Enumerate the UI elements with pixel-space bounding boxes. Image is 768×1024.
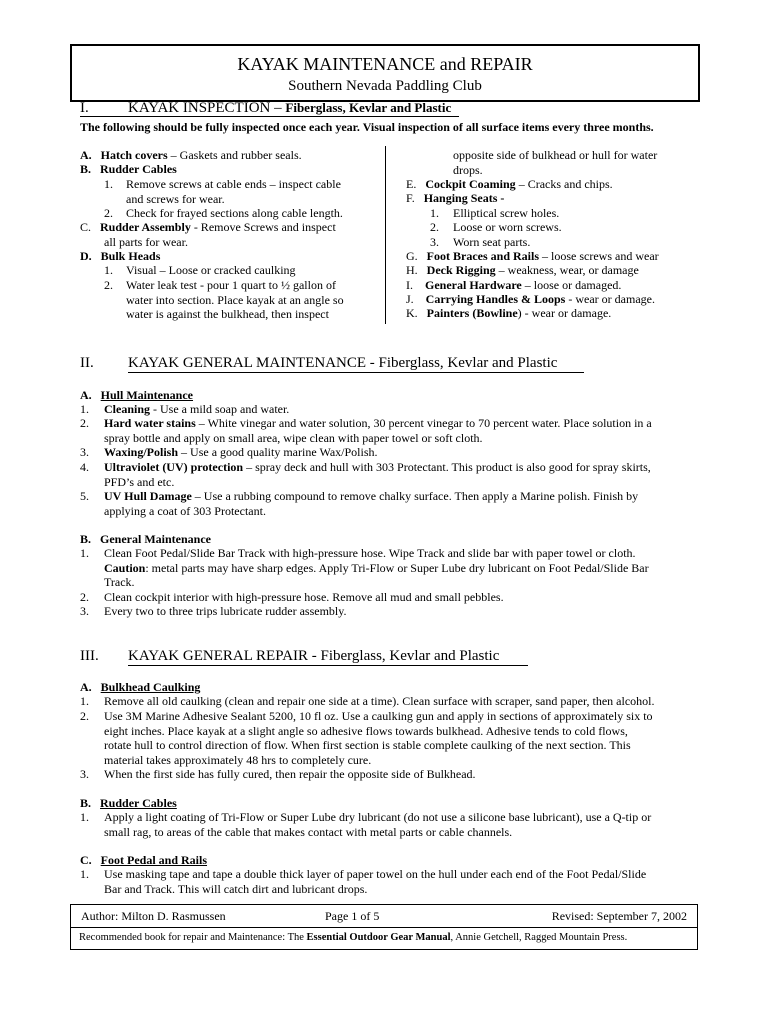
section-1-underline bbox=[80, 116, 459, 117]
gm-item-2: 2. Clean cockpit interior with high-pressure hose. Remove all mud and small pebbles. bbox=[80, 590, 504, 604]
section-title-main: KAYAK INSPECTION – bbox=[128, 100, 282, 116]
hull-item-uv-damage: 5. UV Hull Damage – Use a rubbing compound to remove chalky surface. Then apply a Marine polish. Finish by applying a coat of 303 Protectant. bbox=[80, 489, 639, 518]
section-1-intro: The following should be fully inspected once each year. Visual inspection of all surface items every three months. bbox=[80, 120, 654, 134]
footer-row bbox=[71, 905, 697, 928]
item-deck-rigging: H. Deck Rigging – weakness, wear, or damage bbox=[406, 263, 639, 277]
subsection-bulkhead-caulking: A. Bulkhead Caulking bbox=[80, 680, 201, 694]
hull-item-cleaning: 1. Cleaning - Use a mild soap and water. bbox=[80, 402, 290, 416]
item-rudder-cables-1: 1. bbox=[104, 177, 113, 191]
item-bulk-heads-2-continued: opposite side of bulkhead or hull for water drops. bbox=[453, 148, 658, 177]
gm-item-1: 1. Clean Foot Pedal/Slide Bar Track with high-pressure hose. Wipe Track and slide bar with paper towel or cloth. Caution: metal parts may have sharp edges. Apply Tri-Flow or Super Lube dry lubricant on Foot Pedal/Slide Bar Track. bbox=[80, 546, 649, 589]
subsection-hull-maintenance: A. Hull Maintenance bbox=[80, 388, 194, 402]
section-2-underline bbox=[128, 372, 584, 373]
item-carrying-handles: J. Carrying Handles & Loops - wear or damage. bbox=[406, 292, 655, 306]
hull-item-waxing: 3. Waxing/Polish – Use a good quality marine Wax/Polish. bbox=[80, 445, 378, 459]
hull-item-uv-protection: 4. Ultraviolet (UV) protection – spray deck and hull with 303 Protectant. This product is also good for spray skirts, PFD’s and etc. bbox=[80, 460, 651, 489]
footer-recommendation: Recommended book for repair and Maintenance: The Essential Outdoor Gear Manual, Annie Getchell, Ragged Mountain Press. bbox=[79, 932, 628, 943]
rudder-item-1: 1. Apply a light coating of Tri-Flow or Super Lube dry lubricant (do not use a silicone base lubricant), use a Q-tip or small rag, to areas of the cable that makes contact with metal parts or cable channels. bbox=[80, 810, 652, 839]
item-bulk-heads-1-text: Visual – Loose or cracked caulking bbox=[126, 263, 296, 277]
item-bulk-heads-1: 1. bbox=[104, 263, 113, 277]
footer-page: Page 1 of 5 bbox=[325, 909, 380, 923]
item-hanging-seats-1-text: Elliptical screw holes. bbox=[453, 206, 560, 220]
item-hanging-seats-2-text: Loose or worn screws. bbox=[453, 220, 562, 234]
section-3-underline bbox=[128, 665, 528, 666]
item-hanging-seats-3: 3. bbox=[430, 235, 439, 249]
document-subtitle: Southern Nevada Paddling Club bbox=[288, 78, 482, 94]
subsection-rudder-cables: B. Rudder Cables bbox=[80, 796, 177, 810]
item-hanging-seats: F. Hanging Seats - bbox=[406, 191, 505, 205]
section-number: I. bbox=[80, 100, 89, 116]
item-hanging-seats-3-text: Worn seat parts. bbox=[453, 235, 531, 249]
hull-item-hard-water: 2. Hard water stains – White vinegar and water solution, 30 percent vinegar to 70 percent water. Place solution in a spray bottle and apply on small area, wipe clean with paper towel or soft cloth. bbox=[80, 416, 652, 445]
title-box bbox=[70, 44, 700, 102]
item-bulk-heads-2: 2. bbox=[104, 278, 113, 292]
section-title-sub: Fiberglass, Kevlar and Plastic bbox=[285, 100, 452, 115]
item-general-hardware: I. General Hardware – loose or damaged. bbox=[406, 278, 622, 292]
item-bulk-heads: D. Bulk Heads bbox=[80, 249, 161, 263]
item-rudder-cables-1-text: Remove screws at cable ends – inspect cable and screws for wear. bbox=[126, 177, 341, 206]
footer-revised: Revised: September 7, 2002 bbox=[551, 909, 687, 923]
item-rudder-cables: B. Rudder Cables bbox=[80, 162, 177, 176]
page-footer bbox=[70, 904, 698, 950]
caulking-item-1: 1. Remove all old caulking (clean and repair one side at a time). Clean surface with scraper, sand paper, then alcohol. bbox=[80, 694, 655, 708]
column-divider bbox=[385, 146, 386, 324]
document-title: KAYAK MAINTENANCE and REPAIR bbox=[237, 54, 533, 74]
item-rudder-cables-2-text: Check for frayed sections along cable length. bbox=[126, 206, 343, 220]
caulking-item-2: 2. Use 3M Marine Adhesive Sealant 5200, 10 fl oz. Use a caulking gun and apply in sections of approximately six to eight inches. Place kayak at a slight angle so adhesive flows towards bulkhead. Adhesive tends to cold flows, rotate hull to control direction of flow. When first section is stable complete caulking of the next section. This material takes approximately 48 hrs to completely cure. bbox=[80, 709, 653, 767]
item-painters: K. Painters (Bowline) - wear or damage. bbox=[406, 306, 612, 320]
item-rudder-cables-2: 2. bbox=[104, 206, 113, 220]
item-cockpit-coaming: E. Cockpit Coaming – Cracks and chips. bbox=[406, 177, 613, 191]
item-bulk-heads-2-text: Water leak test - pour 1 quart to ½ gallon of water into section. Place kayak at an angle so water is against the bulkhead, then inspect bbox=[126, 278, 344, 321]
item-hatch-covers: A. Hatch covers – Gaskets and rubber seals. bbox=[80, 148, 302, 162]
footer-author: Author: Milton D. Rasmussen bbox=[81, 909, 226, 923]
item-rudder-assembly: C. Rudder Assembly - Remove Screws and inspect all parts for wear. bbox=[80, 220, 336, 249]
item-foot-braces: G. Foot Braces and Rails – loose screws and wear bbox=[406, 249, 659, 263]
item-hanging-seats-2: 2. bbox=[430, 220, 439, 234]
subsection-foot-pedal: C. Foot Pedal and Rails bbox=[80, 853, 208, 867]
subsection-general-maintenance: B. General Maintenance bbox=[80, 532, 211, 546]
foot-pedal-item-1: 1. Use masking tape and tape a double thick layer of paper towel on the hull under each end of the Foot Pedal/Slide Bar and Track. This will catch dirt and lubricant drops. bbox=[80, 867, 647, 896]
section-title bbox=[128, 100, 451, 117]
caulking-item-3: 3. When the first side has fully cured, then repair the opposite side of Bulkhead. bbox=[80, 767, 476, 781]
item-hanging-seats-1: 1. bbox=[430, 206, 439, 220]
gm-item-3: 3. Every two to three trips lubricate rudder assembly. bbox=[80, 604, 347, 618]
